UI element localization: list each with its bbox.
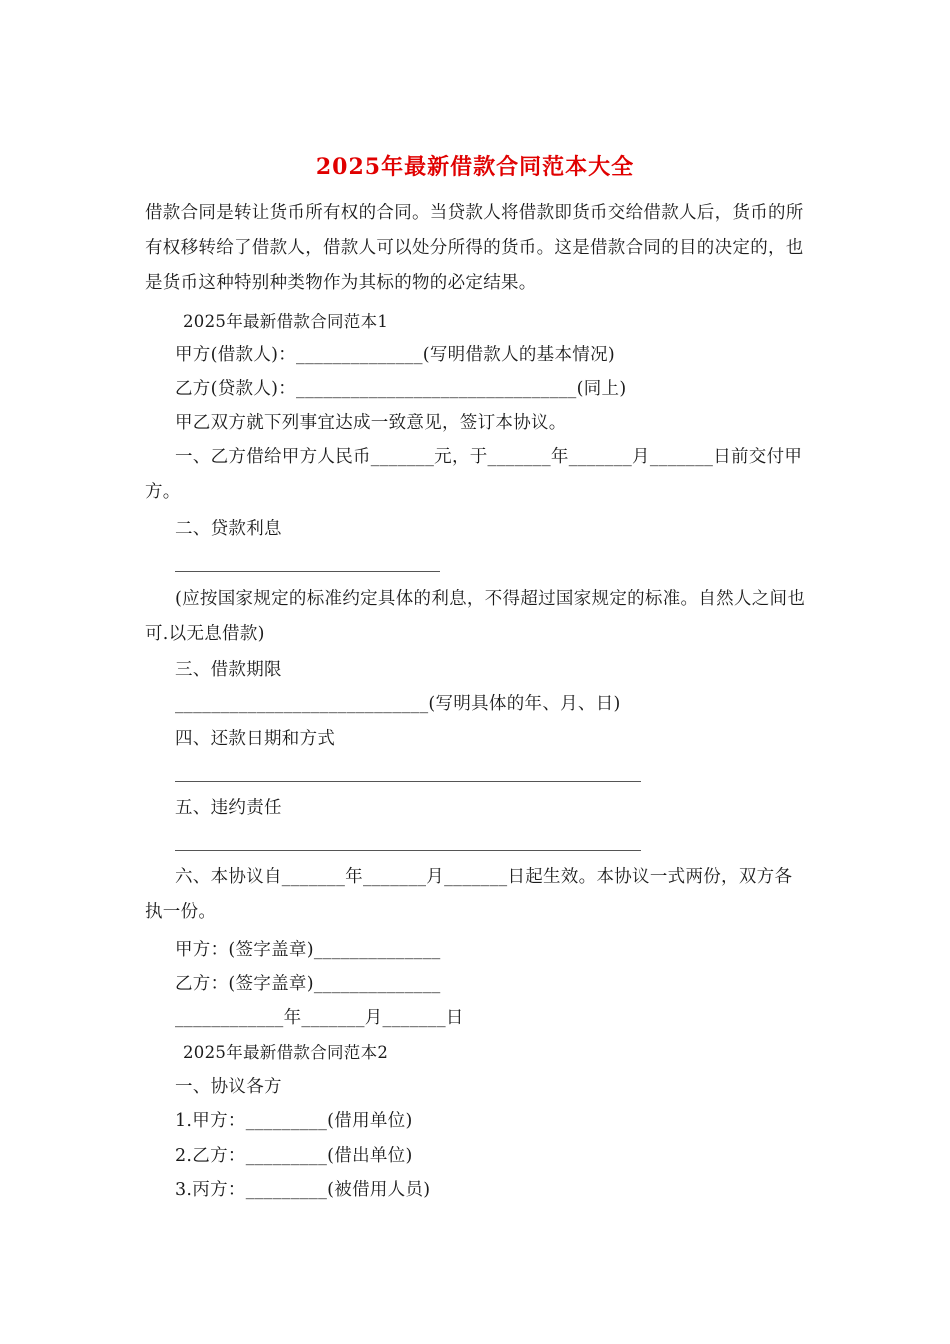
item3-title: 三、借款期限	[175, 660, 282, 680]
sample2-party2: 2.乙方：_________(借出单位)	[175, 1146, 413, 1166]
item1-paragraph: 一、乙方借给甲方人民币_______元，于_______年_______月_______日前交付甲方。	[145, 447, 803, 502]
sample2-heading: 2025年最新借款合同范本2	[183, 1043, 389, 1062]
sample2-party1: 1.甲方：_________(借用单位)	[175, 1111, 413, 1131]
item4-title: 四、还款日期和方式	[175, 729, 336, 749]
sample2-section1: 一、协议各方	[175, 1077, 282, 1097]
item2-blank-rule	[175, 571, 440, 572]
sign-b-line: 乙方：(签字盖章)______________	[175, 974, 441, 994]
sign-a-line: 甲方：(签字盖章)______________	[175, 940, 441, 960]
document-title: 2025年最新借款合同范本大全	[315, 154, 635, 180]
item3-line: ____________________________(写明具体的年、月、日)	[175, 694, 621, 714]
party-a-line: 甲方(借款人)：______________(写明借款人的基本情况)	[175, 345, 616, 365]
item4-blank-rule	[175, 781, 641, 782]
item5-title: 五、违约责任	[175, 798, 282, 818]
item2-note: (应按国家规定的标准约定具体的利息，不得超过国家规定的标准。自然人之间也可.以无息借款)	[145, 589, 806, 644]
party-b-line: 乙方(贷款人)：_______________________________(同上)	[175, 379, 627, 399]
date-line: ____________年_______月_______日	[175, 1008, 464, 1028]
item5-blank-rule	[175, 850, 641, 851]
item6-paragraph: 六、本协议自_______年_______月_______日起生效。本协议一式两份，双方各执一份。	[145, 867, 793, 922]
item2-title: 二、贷款利息	[175, 519, 282, 539]
sample1-heading: 2025年最新借款合同范本1	[183, 312, 389, 331]
intro-paragraph	[145, 196, 805, 301]
sample2-party3: 3.丙方：_________(被借用人员)	[175, 1180, 431, 1200]
agreement-line: 甲乙双方就下列事宜达成一致意见，签订本协议。	[175, 413, 567, 433]
intro-text: 借款合同是转让货币所有权的合同。当贷款人将借款即货币交给借款人后，货币的所有权移转给了借款人，借款人可以处分所得的货币。这是借款合同的目的决定的，也是货币这种特别种类物作为其标的物的必定结果。	[145, 203, 804, 293]
